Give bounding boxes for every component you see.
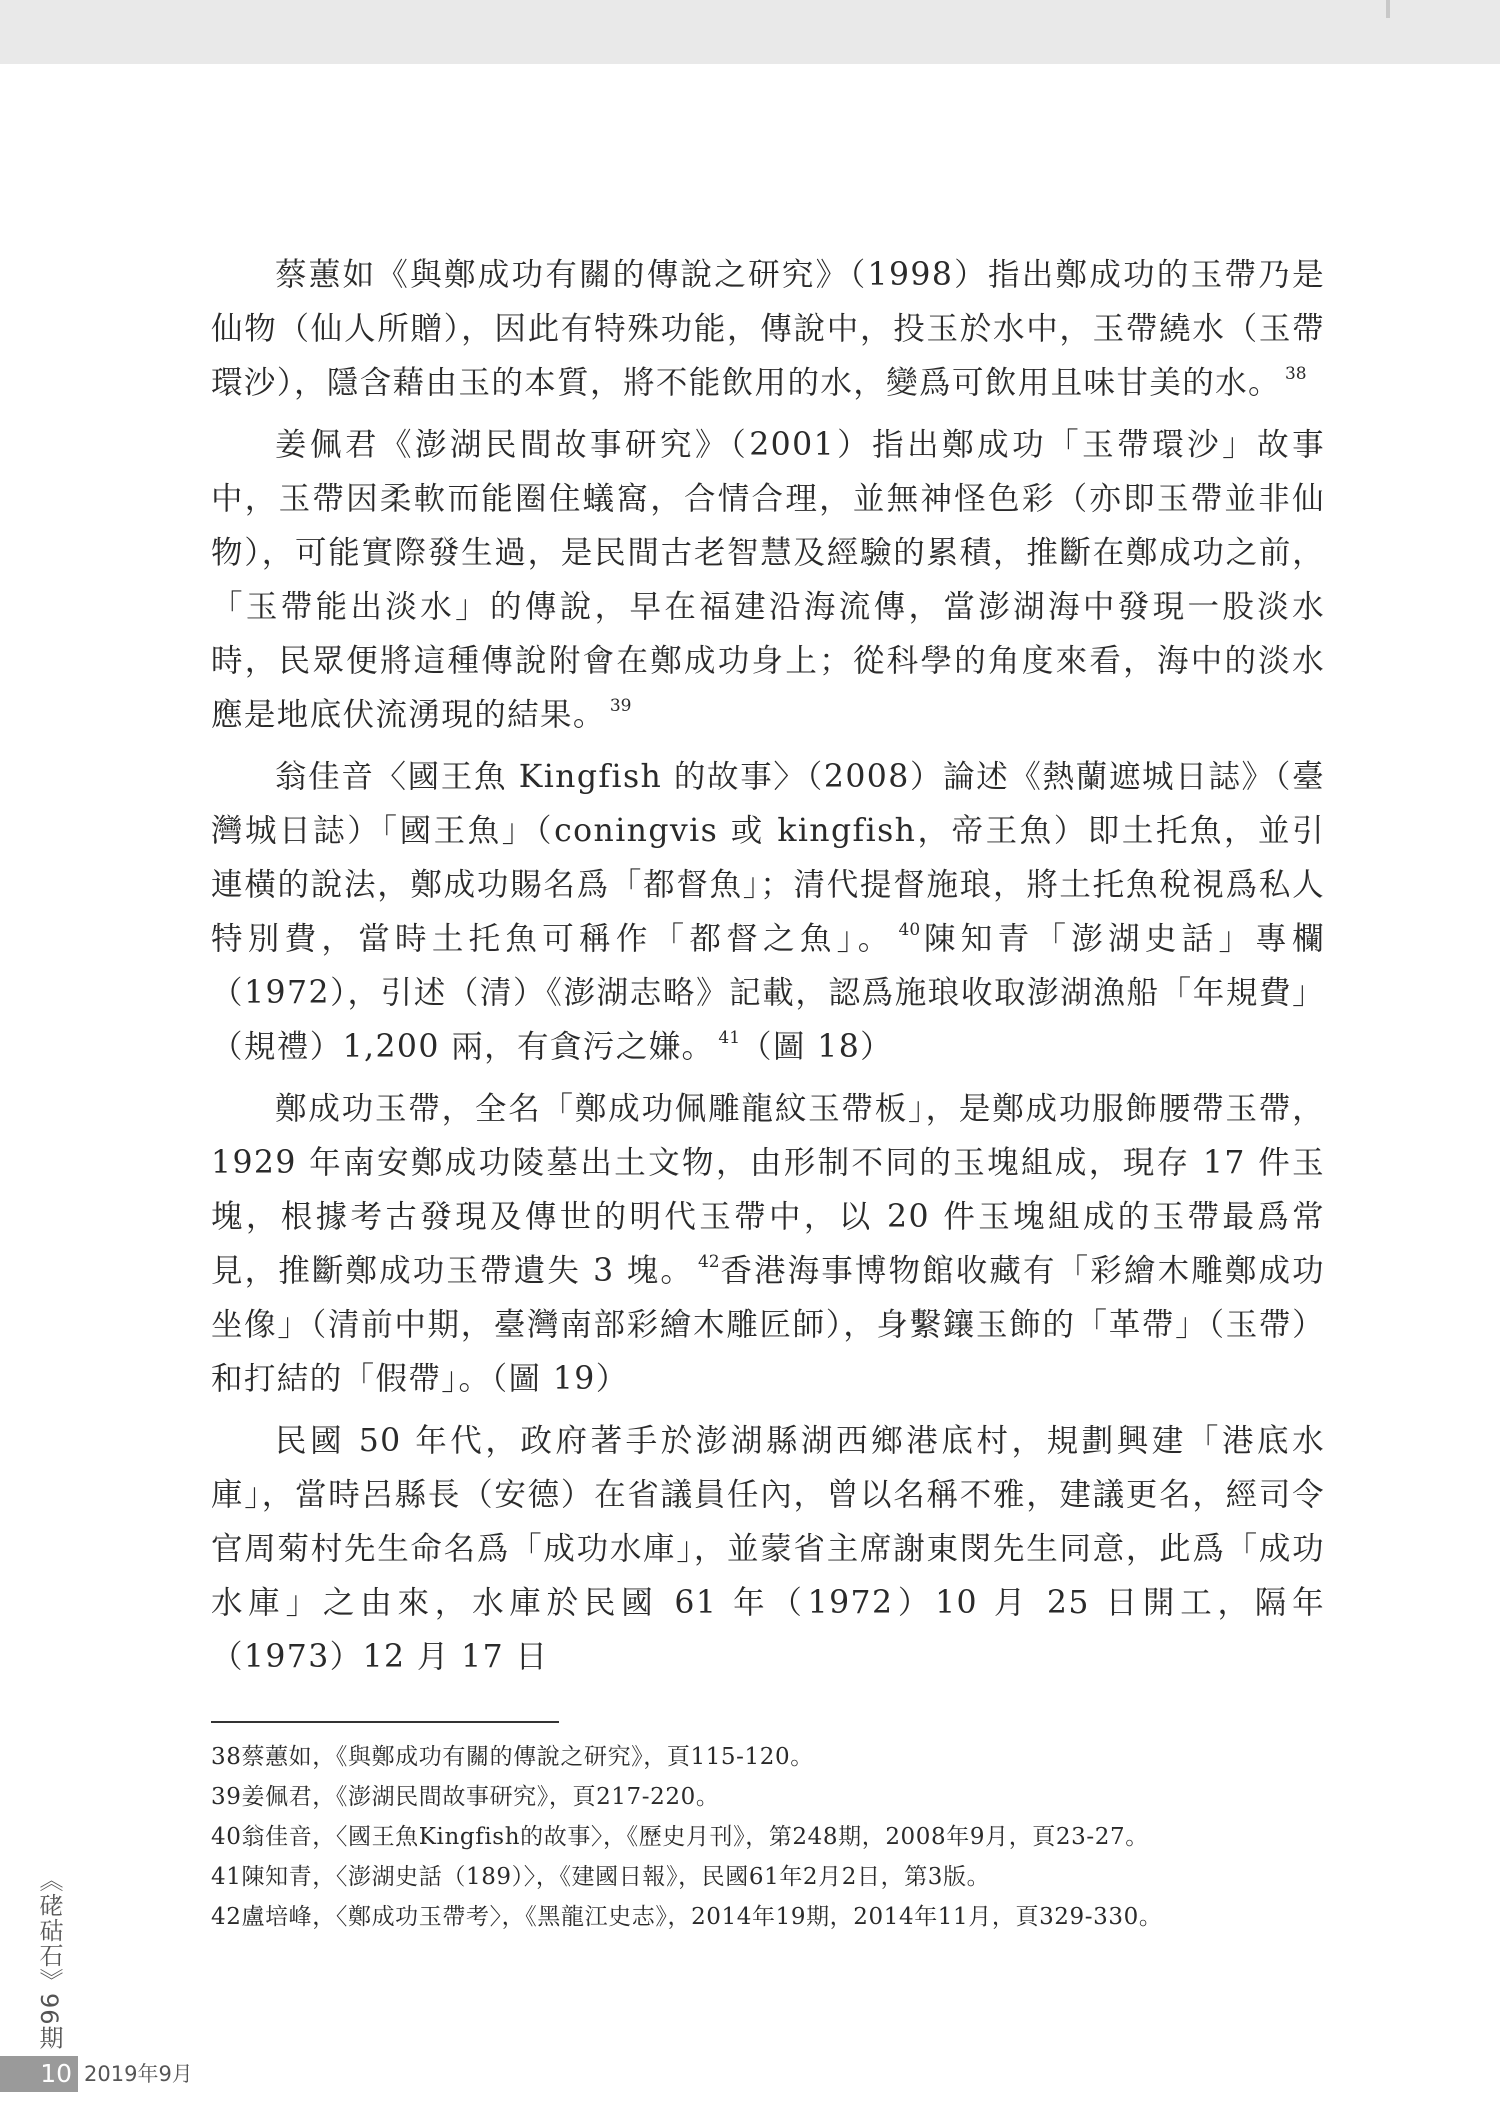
footnote-42: 42盧培峰，〈鄭成功玉帶考〉，《黑龍江史志》，2014年19期，2014年11月，頁329-330。 <box>211 1904 1163 1930</box>
footnote-40: 40翁佳音，〈國王魚Kingfish的故事〉，《歷史月刊》，第248期，2008年9月，頁23-27。 <box>211 1824 1149 1850</box>
footnote-ref[interactable]: 40 <box>898 920 921 940</box>
scan-top-band <box>0 0 1500 64</box>
paragraph-5 <box>211 1414 1325 1684</box>
paragraph-text: 翁佳音〈國王魚 Kingfish 的故事〉（2008）論述《熱蘭遮城日誌》（臺灣城日誌）「國王魚」（coningvis 或 kingfish，帝王魚）即土托魚，並引連橫的說法，鄭成功賜名爲「都督魚」；清代提督施琅，將土托魚稅視爲私人特別費，當時土托魚可稱作「都督之魚」。 <box>211 759 1325 957</box>
paragraph-text: 鄭成功玉帶，全名「鄭成功佩雕龍紋玉帶板」，是鄭成功服飾腰帶玉帶，1929 年南安鄭成功陵墓出土文物，由形制不同的玉塊組成，現存 17 件玉塊，根據考古發現及傳世的明代玉帶中，以 20 件玉塊組成的玉帶最爲常見，推斷鄭成功玉帶遺失 3 塊。 <box>211 1091 1325 1289</box>
paragraph-text: 姜佩君《澎湖民間故事研究》（2001）指出鄭成功「玉帶環沙」故事中，玉帶因柔軟而能圈住蟻窩，合情合理，並無神怪色彩（亦即玉帶並非仙物），可能實際發生過，是民間古老智慧及經驗的累積，推斷在鄭成功之前，「玉帶能出淡水」的傳說，早在福建沿海流傳，當澎湖海中發現一股淡水時，民眾便將這種傳說附會在鄭成功身上；從科學的角度來看，海中的淡水應是地底伏流湧現的結果。 <box>211 427 1325 733</box>
footnote-ref[interactable]: 42 <box>697 1252 720 1272</box>
footnote-38: 38蔡蕙如，《與鄭成功有關的傳說之研究》，頁115-120。 <box>211 1744 814 1770</box>
paragraph-text: 香港海事博物館收藏有「彩繪木雕鄭成功坐像」（清前中期，臺灣南部彩繪木雕匠師），身繫鑲玉飾的「革帶」（玉帶）和打結的「假帶」。（圖 19） <box>211 1253 1326 1397</box>
paragraph-4 <box>211 1082 1325 1406</box>
paragraph-2 <box>211 418 1325 742</box>
paragraph-text: 民國 50 年代，政府著手於澎湖縣湖西鄉港底村，規劃興建「港底水庫」，當時呂縣長（安德）在省議員任內，曾以名稱不雅，建議更名，經司令官周菊村先生命名爲「成功水庫」，並蒙省主席謝東閔先生同意，此爲「成功水庫」之由來，水庫於民國 61 年（1972）10 月 25 日開工，隔年（1973）12 月 17 日 <box>211 1423 1325 1675</box>
page-number: 10 <box>0 2056 78 2092</box>
footnotes <box>211 1737 1331 1937</box>
paragraph-text: 蔡蕙如《與鄭成功有關的傳說之研究》（1998）指出鄭成功的玉帶乃是仙物（仙人所贈），因此有特殊功能，傳說中，投玉於水中，玉帶繞水（玉帶環沙），隱含藉由玉的本質，將不能飲用的水，變爲可飲用且味甘美的水。 <box>211 257 1325 401</box>
journal-name: 《硓𥑮石》96期 <box>35 1868 63 2051</box>
main-text <box>211 248 1325 1692</box>
footnote-ref[interactable]: 41 <box>718 1028 741 1048</box>
paragraph-1 <box>211 248 1325 410</box>
paragraph-text: 陳知青「澎湖史話」專欄（1972），引述（清）《澎湖志略》記載，認爲施琅收取澎湖漁船「年規費」（規禮）1,200 兩，有貪污之嫌。 <box>211 921 1325 1065</box>
issue-date: 2019年9月 <box>84 2062 193 2086</box>
scan-mark <box>1386 0 1390 18</box>
footnote-41: 41陳知青，〈澎湖史話（189）〉，《建國日報》，民國61年2月2日，第3版。 <box>211 1864 991 1890</box>
footnote-39: 39姜佩君，《澎湖民間故事研究》，頁217-220。 <box>211 1784 720 1810</box>
footnote-ref[interactable]: 39 <box>609 696 632 716</box>
footnote-divider <box>211 1721 559 1723</box>
footnote-ref[interactable]: 38 <box>1284 364 1307 384</box>
paragraph-3 <box>211 750 1325 1074</box>
figure-ref: （圖 18） <box>740 1029 894 1065</box>
